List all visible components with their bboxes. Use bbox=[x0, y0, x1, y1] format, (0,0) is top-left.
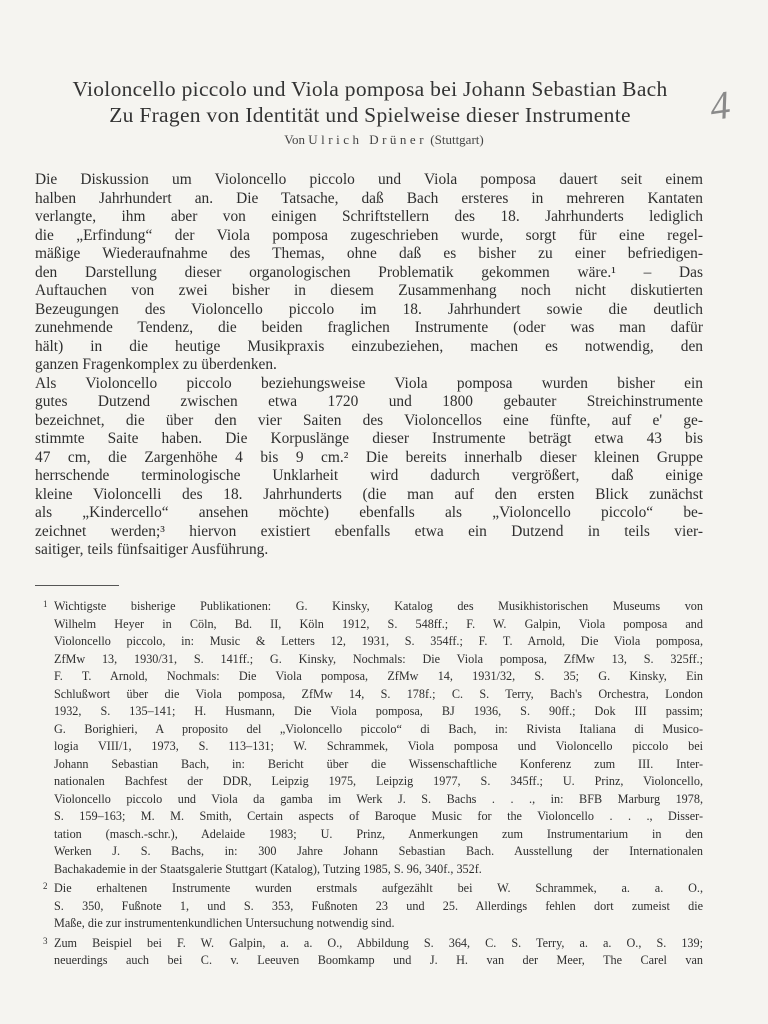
body-line: mäßige Wiederaufnahme des Themas, ohne daß es bisher zu einer befriedigen- bbox=[35, 245, 703, 262]
body-line: zeichnet werden;³ hiervon existiert ebenfalls etwa ein Dutzend in teils vier- bbox=[35, 522, 703, 540]
byline-author: Ulrich Drüner bbox=[308, 132, 428, 147]
footnote-line: Werken J. S. Bachs, in: 300 Jahre Johann Sebastian Bach. Ausstellung der Internationalen bbox=[54, 844, 703, 858]
body-line: zunehmende Tendenz, die beiden fraglichen Instrumente (oder was man dafür bbox=[35, 319, 703, 336]
body-line: kleine Violoncelli des 18. Jahrhunderts (die man auf den ersten Blick zunächst bbox=[35, 485, 703, 503]
footnote-line: neuerdings auch bei C. v. Leeuven Boomkamp und J. H. van der Meer, The Carel van bbox=[54, 953, 703, 967]
body-text bbox=[35, 171, 703, 560]
body-line: 47 cm, die Zargenhöhe 4 bis 9 cm.² Die bereits innerhalb dieser kleinen Gruppe bbox=[35, 448, 703, 466]
footnote-line: ZfMw 13, 1930/31, S. 141ff.; G. Kinsky, Nochmals: Die Viola pomposa, ZfMw 13, S. 325ff.; bbox=[54, 651, 703, 666]
body-line: verlangte, ihm aber von einigen Schriftstellern des 18. Jahrhunderts lediglich bbox=[35, 208, 703, 225]
body-line: saitiger, teils fünfsaitiger Ausführung. bbox=[35, 541, 269, 558]
footnote-number: 3 bbox=[43, 935, 48, 946]
footnote-line: Johann Sebastian Bach, in: Bericht über die Wissenschaftliche Konferenz zum III. Inter- bbox=[54, 756, 703, 771]
footnote-separator bbox=[35, 585, 119, 586]
body-line: als „Kindercello“ ansehen möchte) ebenfalls als „Violoncello piccolo“ be- bbox=[35, 504, 703, 521]
title-line-2: Zu Fragen von Identität und Spielweise dieser Instrumente bbox=[109, 103, 631, 127]
footnote-3 bbox=[35, 935, 703, 970]
body-line: stimmte Saite haben. Die Korpuslänge dieser Instrumente beträgt etwa 43 bis bbox=[35, 430, 703, 447]
footnote-line: S. 159–163; M. M. Smith, Certain aspects of Baroque Music for the Violoncello . . ., Disser- bbox=[54, 809, 703, 823]
body-line: Bezeugungen des Violoncello piccolo im 18. Jahrhundert sowie die deutlich bbox=[35, 300, 703, 318]
footnote-1 bbox=[35, 598, 703, 878]
byline-location: (Stuttgart) bbox=[430, 132, 484, 147]
footnote-line: nationalen Bachfest der DDR, Leipzig 1975, Leipzig 1977, S. 345ff.; U. Prinz, Violoncello, bbox=[54, 774, 703, 788]
byline-prefix: Von bbox=[284, 132, 305, 147]
article-title bbox=[36, 76, 704, 128]
footnote-line: Violoncello piccolo und Viola da gamba im Werk J. S. Bachs . . ., in: BFB Marburg 1978, bbox=[54, 791, 703, 806]
body-line: den Darstellung dieser organologischen Problematik gekommen wäre.¹ – Das bbox=[35, 263, 703, 281]
body-line: ganzen Fragenkomplex zu überdenken. bbox=[35, 356, 277, 373]
body-line: halben Jahrhundert an. Die Tatsache, daß Bach ersteres in mehreren Kantaten bbox=[35, 189, 703, 207]
footnote-line: 1932, S. 135–141; H. Husmann, Die Viola pomposa, BJ 1936, S. 90ff.; Dok III passim; bbox=[54, 704, 703, 718]
body-line: bezeichnet, die über den vier Saiten des Violoncellos eine fünfte, auf e' ge- bbox=[35, 411, 703, 429]
body-line: hält) in die heutige Musikpraxis einzubeziehen, machen es notwendig, den bbox=[35, 337, 703, 355]
body-line: Die Diskussion um Violoncello piccolo und Viola pomposa dauert seit einem bbox=[35, 171, 703, 188]
footnote-line: Maße, die zur instrumentenkundlichen Untersuchung notwendig sind. bbox=[54, 916, 395, 930]
footnotes bbox=[35, 598, 703, 972]
footnote-line: Zum Beispiel bei F. W. Galpin, a. a. O., Abbildung S. 364, C. S. Terry, a. a. O., S. 139; bbox=[54, 935, 703, 950]
body-line: Auftauchen von zwei bisher in diesem Zusammenhang noch nicht diskutierten bbox=[35, 282, 703, 299]
footnote-line: S. 350, Fußnote 1, und S. 353, Fußnoten 23 und 25. Allerdings fehlen dort zumeist die bbox=[54, 898, 703, 913]
handwritten-folio-mark: 4 bbox=[706, 81, 734, 130]
footnote-number: 2 bbox=[43, 881, 48, 891]
footnote-line: Die erhaltenen Instrumente wurden erstmals aufgezählt bei W. Schrammek, a. a. O., bbox=[54, 881, 703, 895]
body-line: die „Erfindung“ der Viola pomposa zugeschrieben wurde, sorgt für eine regel- bbox=[35, 226, 703, 244]
title-line-1: Violoncello piccolo und Viola pomposa bei Johann Sebastian Bach bbox=[72, 77, 668, 101]
footnote-line: Schlußwort über die Viola pomposa, ZfMw 14, S. 178f.; C. S. Terry, Bach's Orchestra, London bbox=[54, 686, 703, 701]
footnote-number: 1 bbox=[43, 599, 48, 609]
footnote-line: Wichtigste bisherige Publikationen: G. Kinsky, Katalog des Musikhistorischen Museums von bbox=[54, 599, 703, 613]
footnote-line: Wilhelm Heyer in Cöln, Bd. II, Köln 1912, S. 548ff.; F. W. Galpin, Viola pomposa and bbox=[54, 616, 703, 631]
body-line: herrschende terminologische Unklarheit wird dadurch vergrößert, daß einige bbox=[35, 467, 703, 484]
body-line: Als Violoncello piccolo beziehungsweise Viola pomposa wurden bisher ein bbox=[35, 374, 703, 392]
byline bbox=[0, 132, 768, 148]
footnote-line: G. Borighieri, A proposito del „Violoncello piccolo“ di Bach, in: Rivista Italiana di Musico- bbox=[54, 721, 703, 736]
footnote-line: tation (masch.-schr.), Adelaide 1983; U. Prinz, Anmerkungen zum Instrumentarium in den bbox=[54, 826, 703, 841]
footnote-line: Violoncello piccolo, in: Music & Letters 12, 1931, S. 354ff.; F. T. Arnold, Die Viola pomposa, bbox=[54, 634, 703, 648]
footnote-2 bbox=[35, 880, 703, 933]
footnote-line: Bachakademie in der Staatsgalerie Stuttgart (Katalog), Tutzing 1985, S. 96, 340f., 352f. bbox=[54, 861, 482, 876]
footnote-line: logia VIII/1, 1973, S. 113–131; W. Schrammek, Viola pomposa und Violoncello piccolo bei bbox=[54, 739, 703, 753]
body-line: gutes Dutzend zwischen etwa 1720 und 1800 gebauter Streichinstrumente bbox=[35, 393, 703, 410]
footnote-line: F. T. Arnold, Nochmals: Die Viola pomposa, ZfMw 14, 1931/32, S. 35; G. Kinsky, Ein bbox=[54, 669, 703, 683]
